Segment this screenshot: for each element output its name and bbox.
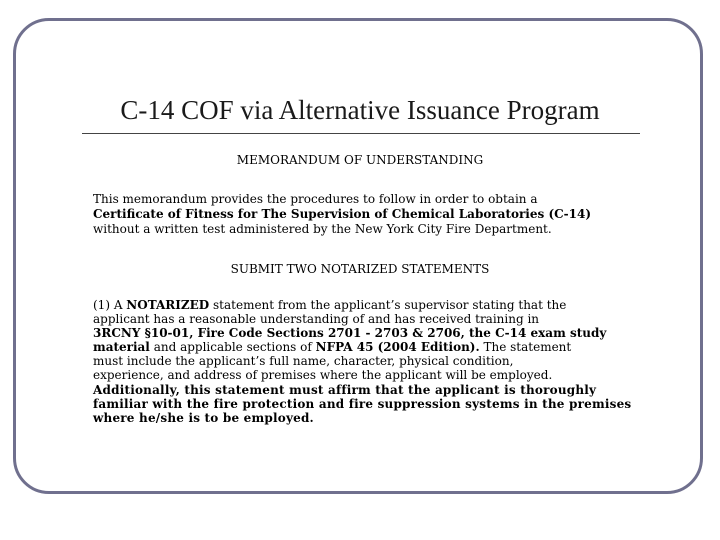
memorandum-heading: MEMORANDUM OF UNDERSTANDING — [236, 153, 484, 167]
nfpa-emphasis: NFPA 45 (2004 Edition). — [315, 340, 480, 355]
statement-line-4-a: material — [93, 340, 150, 355]
statement-line-7: Additionally, this statement must affirm that the applicant is thoroughly — [93, 382, 597, 397]
slide-title: C-14 COF via Alternative Issuance Program — [120, 95, 600, 125]
statement-line-9: where he/she is to be employed. — [93, 410, 314, 425]
intro-line-2: Certificate of Fitness for The Supervision of Chemical Laboratories (C-14) — [93, 207, 592, 221]
statement-line-3: 3RCNY §10-01, Fire Code Sections 2701 - 2703 & 2706, the C-14 exam study — [93, 326, 607, 341]
statement-line-4-d: The statement — [479, 340, 572, 355]
statement-paragraph — [93, 298, 631, 425]
statement-line-8: familiar with the fire protection and fire suppression systems in the premises — [93, 396, 632, 411]
statement-line-4 — [93, 340, 631, 354]
statement-line-1-c: statement from the applicant’s supervisor stating that the — [209, 298, 567, 312]
statement-line-1 — [93, 298, 631, 312]
statement-line-5: must include the applicant’s full name, character, physical condition, — [93, 354, 514, 369]
notarized-emphasis: NOTARIZED — [126, 298, 210, 312]
intro-line-3: without a written test administered by the New York City Fire Department. — [93, 222, 552, 236]
title-underline — [82, 133, 640, 134]
intro-line-1: This memorandum provides the procedures to follow in order to obtain a — [93, 192, 538, 206]
intro-paragraph — [93, 192, 591, 237]
statement-line-2: applicant has a reasonable understanding of and has received training in — [93, 312, 540, 327]
statement-line-4-b: and applicable sections of — [149, 340, 316, 355]
statements-heading: SUBMIT TWO NOTARIZED STATEMENTS — [230, 262, 490, 276]
statement-line-6: experience, and address of premises where the applicant will be employed. — [93, 368, 553, 383]
statement-line-1-a: (1) A — [93, 298, 127, 312]
